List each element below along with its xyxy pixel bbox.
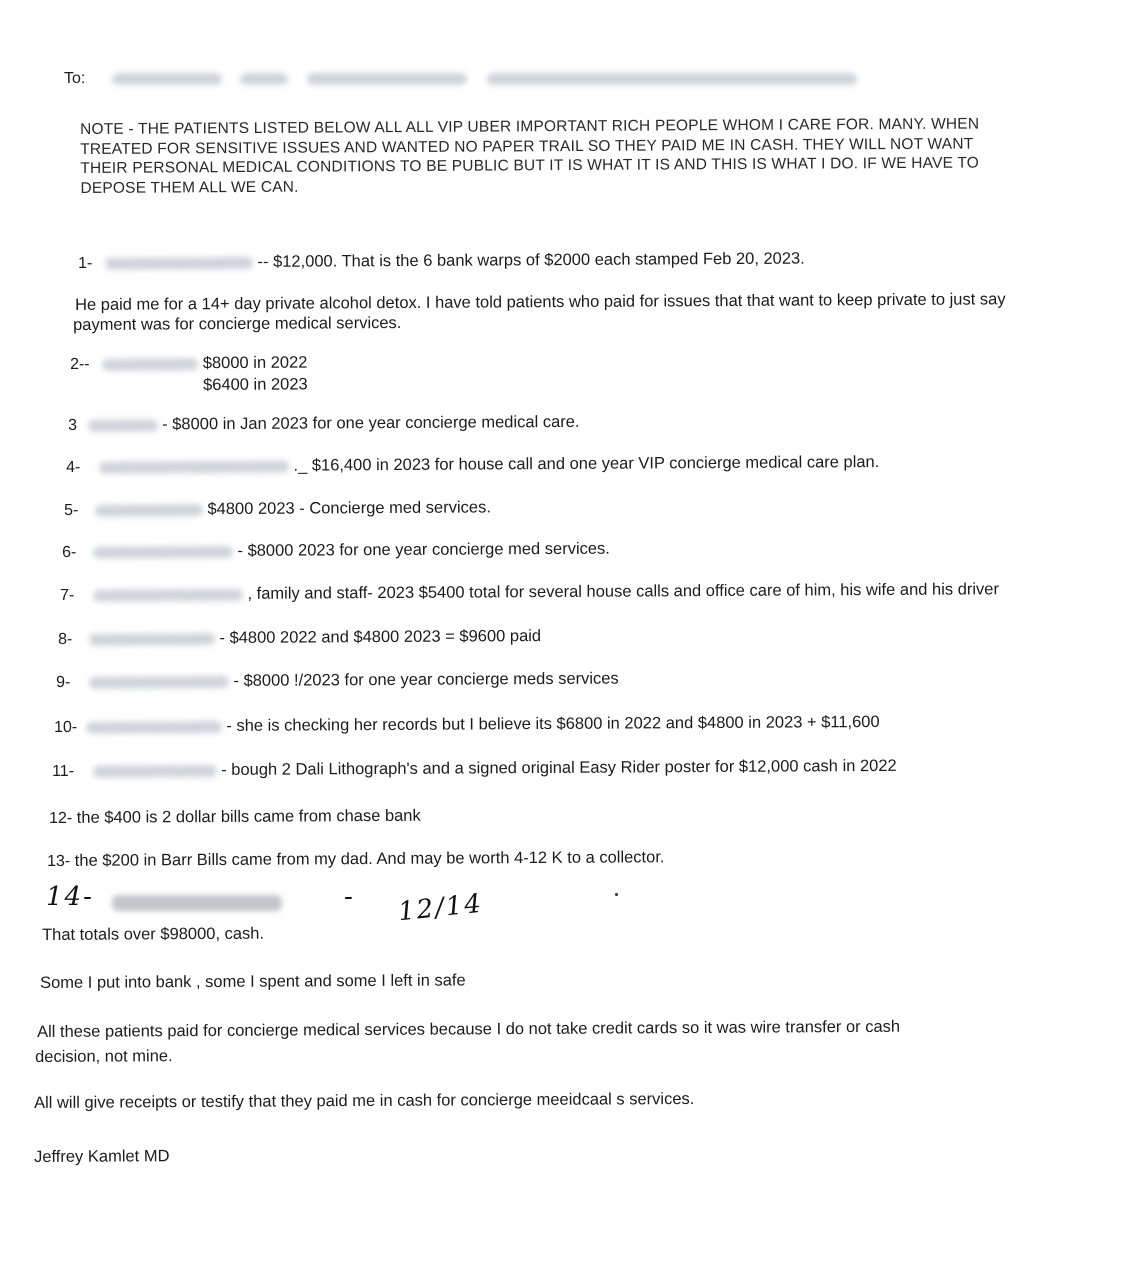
item-text: - $8000 2023 for one year concierge med services. (237, 539, 610, 560)
redacted-name (86, 721, 222, 734)
list-item (47, 848, 665, 871)
list-item (49, 807, 421, 828)
total-line: That totals over $98000, cash. (42, 924, 265, 944)
note-line: DEPOSE THEM ALL WE CAN. (80, 178, 299, 197)
list-item (62, 540, 610, 562)
item-text: - she is checking her records but I believe its $6800 in 2022 and $4800 in 2023 + $11,600 (226, 712, 880, 735)
redacted-name (89, 676, 229, 689)
item-number: 13- (47, 852, 71, 870)
item-number: 1- (78, 254, 93, 272)
handwritten-value: 12/14 (396, 888, 485, 928)
redacted-recipient (240, 73, 288, 85)
payment-line: All these patients paid for concierge medical services because I do not take credit cards so it was wire transfer or cash (37, 1017, 901, 1041)
note-line: TREATED FOR SENSITIVE ISSUES AND WANTED NO PAPER TRAIL SO THEY PAID ME IN CASH. THEY WILL NOT WANT (80, 135, 974, 158)
item-number: 6- (62, 543, 77, 561)
item-text: -- $12,000. That is the 6 bank warps of $2000 each stamped Feb 20, 2023. (257, 249, 805, 271)
redacted-name (105, 257, 253, 270)
redacted-name (93, 589, 243, 602)
item-number: 7- (60, 586, 75, 604)
signature: Jeffrey Kamlet MD (34, 1147, 170, 1166)
item-number: 12- (49, 809, 73, 827)
item-text: $4800 2023 - Concierge med services. (207, 498, 491, 519)
item-number: 11- (52, 762, 75, 780)
redacted-name (93, 765, 217, 778)
note-paragraph (80, 114, 1140, 198)
item-text: the $200 in Barr Bills came from my dad. And may be worth 4-12 K to a collector. (74, 848, 665, 870)
item-number: 5- (64, 501, 79, 519)
redacted-name (102, 358, 198, 371)
redacted-name (95, 504, 203, 517)
redacted-recipient (112, 73, 222, 85)
item-text: - $8000 in Jan 2023 for one year concierge medical care. (162, 412, 580, 434)
item-number: 9- (56, 673, 71, 691)
item-text: the $400 is 2 dollar bills came from chase bank (76, 806, 421, 827)
detail-paragraph-line: He paid me for a 14+ day private alcohol detox. I have told patients who paid for issues that that want to keep private to just say (75, 290, 1006, 314)
bank-line: Some I put into bank , some I spent and some I left in safe (40, 971, 466, 992)
item-text: $8000 in 2022 (202, 353, 308, 373)
handwritten-item-number: 14- (46, 882, 94, 912)
to-label: To: (64, 70, 86, 87)
item-number: 4- (66, 458, 81, 476)
item-text: , family and staff- 2023 $5400 total for several house calls and office care of him, his wife and his driver (247, 580, 999, 603)
item-number: 10- (54, 718, 78, 736)
list-item (60, 580, 999, 605)
item-text: ._ $16,400 in 2023 for house call and one year VIP concierge medical care plan. (293, 453, 880, 475)
testify-line: All will give receipts or testify that they paid me in cash for concierge meeidcaal s services. (34, 1089, 695, 1112)
item-number: 3 (68, 416, 78, 434)
list-item (54, 713, 880, 737)
redacted-name (89, 633, 215, 646)
handwritten-dash: - (344, 882, 355, 912)
item-number: 8- (58, 630, 73, 648)
redacted-recipient (307, 73, 467, 85)
list-item (56, 670, 619, 692)
detail-paragraph-line: payment was for concierge medical services. (73, 313, 402, 334)
to-line (64, 70, 857, 88)
list-item (58, 627, 541, 649)
item-text: - bough 2 Dali Lithograph's and a signed original Easy Rider poster for $12,000 cash in 2022 (221, 756, 897, 779)
redacted-name (99, 460, 289, 473)
item-text: - $4800 2022 and $4800 2023 = $9600 paid (219, 627, 542, 648)
payment-line: decision, not mine. (35, 1047, 173, 1066)
item-text: - $8000 !/2023 for one year concierge meds services (233, 669, 619, 690)
redacted-name (112, 894, 282, 912)
list-item (78, 250, 805, 273)
list-item (68, 413, 580, 435)
list-item (52, 757, 897, 781)
ink-mark (615, 893, 618, 896)
redacted-recipient (487, 73, 857, 85)
redacted-name (93, 546, 233, 559)
list-item (70, 354, 307, 374)
redacted-name (88, 419, 158, 431)
note-line: NOTE - THE PATIENTS LISTED BELOW ALL ALL VIP UBER IMPORTANT RICH PEOPLE WHOM I CARE FOR. MANY. WHEN (80, 115, 980, 138)
list-item (66, 453, 879, 477)
item-text-continuation: $6400 in 2023 (203, 375, 308, 394)
list-item (64, 498, 491, 520)
note-line: THEIR PERSONAL MEDICAL CONDITIONS TO BE PUBLIC BUT IT IS WHAT IT IS AND THIS IS WHAT I DO. IF WE HAVE TO (80, 154, 980, 177)
item-number: 2-- (70, 355, 90, 373)
